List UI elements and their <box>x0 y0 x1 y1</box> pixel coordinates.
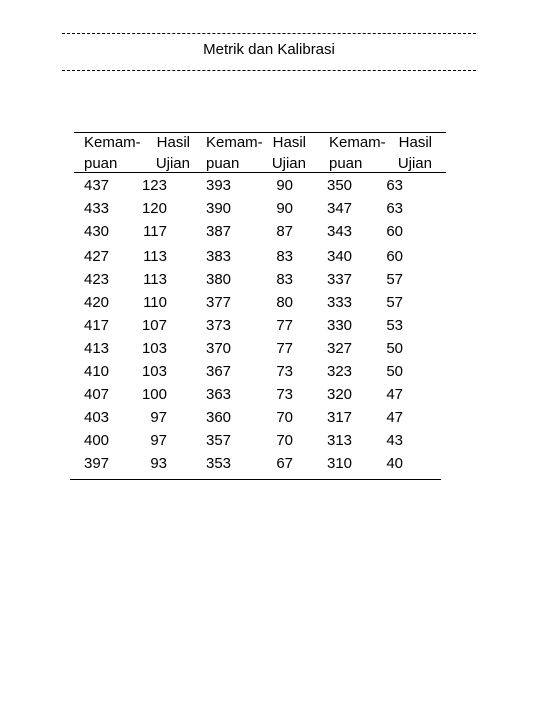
header-col-1-line-2: puan <box>84 155 118 172</box>
cell-kemampuan-2: 373 <box>206 317 232 334</box>
cell-hasil-ujian-3: 57 <box>386 271 403 288</box>
cell-hasil-ujian-3: 60 <box>386 248 403 265</box>
header-col-3-line-1: Kemam- <box>206 134 263 151</box>
header-col-6-line-1: Hasil <box>398 134 432 151</box>
cell-kemampuan-3: 333 <box>327 294 353 311</box>
cell-kemampuan-1: 437 <box>84 177 110 194</box>
cell-kemampuan-2: 390 <box>206 200 232 217</box>
cell-hasil-ujian-3: 63 <box>386 177 403 194</box>
cell-hasil-ujian-2: 77 <box>276 317 293 334</box>
cell-kemampuan-3: 337 <box>327 271 353 288</box>
page-title: Metrik dan Kalibrasi <box>203 41 335 58</box>
cell-hasil-ujian-1: 113 <box>143 271 167 288</box>
cell-kemampuan-3: 320 <box>327 386 353 403</box>
cell-hasil-ujian-2: 70 <box>276 432 293 449</box>
cell-hasil-ujian-3: 63 <box>386 200 403 217</box>
header-col-5-line-1: Kemam- <box>329 134 386 151</box>
cell-kemampuan-1: 413 <box>84 340 110 357</box>
header-col-1-line-1: Kemam- <box>84 134 141 151</box>
cell-kemampuan-2: 393 <box>206 177 232 194</box>
cell-hasil-ujian-3: 40 <box>386 455 403 472</box>
cell-hasil-ujian-1: 117 <box>143 223 167 240</box>
cell-kemampuan-1: 397 <box>84 455 110 472</box>
cell-hasil-ujian-2: 73 <box>276 363 293 380</box>
header-col-4-line-1: Hasil <box>272 134 306 151</box>
header-col-3-line-2: puan <box>206 155 240 172</box>
cell-hasil-ujian-1: 107 <box>141 317 167 334</box>
cell-hasil-ujian-3: 60 <box>386 223 403 240</box>
cell-kemampuan-2: 387 <box>206 223 232 240</box>
header-col-4-line-2: Ujian <box>271 155 306 172</box>
cell-kemampuan-2: 360 <box>206 409 232 426</box>
table-rule-top <box>74 132 446 133</box>
cell-hasil-ujian-1: 103 <box>141 363 167 380</box>
cell-hasil-ujian-3: 43 <box>386 432 403 449</box>
cell-hasil-ujian-2: 90 <box>276 200 293 217</box>
cell-kemampuan-1: 433 <box>84 200 110 217</box>
cell-kemampuan-3: 347 <box>327 200 353 217</box>
cell-kemampuan-3: 310 <box>327 455 353 472</box>
cell-hasil-ujian-2: 77 <box>276 340 293 357</box>
cell-kemampuan-1: 410 <box>84 363 110 380</box>
cell-kemampuan-1: 430 <box>84 223 110 240</box>
cell-kemampuan-3: 343 <box>327 223 353 240</box>
cell-kemampuan-3: 340 <box>327 248 353 265</box>
cell-hasil-ujian-1: 93 <box>150 455 167 472</box>
cell-kemampuan-2: 380 <box>206 271 232 288</box>
header-col-5-line-2: puan <box>329 155 363 172</box>
cell-hasil-ujian-3: 47 <box>386 386 403 403</box>
cell-kemampuan-3: 330 <box>327 317 353 334</box>
cell-kemampuan-1: 427 <box>84 248 110 265</box>
cell-hasil-ujian-1: 113 <box>143 248 167 265</box>
cell-hasil-ujian-3: 50 <box>386 340 403 357</box>
table-rule-bottom <box>70 479 441 480</box>
cell-kemampuan-2: 370 <box>206 340 232 357</box>
cell-kemampuan-3: 327 <box>327 340 353 357</box>
cell-hasil-ujian-2: 90 <box>276 177 293 194</box>
cell-hasil-ujian-2: 67 <box>276 455 293 472</box>
cell-hasil-ujian-2: 83 <box>276 248 293 265</box>
cell-kemampuan-2: 383 <box>206 248 232 265</box>
cell-kemampuan-2: 363 <box>206 386 232 403</box>
cell-hasil-ujian-2: 80 <box>276 294 293 311</box>
cell-hasil-ujian-3: 57 <box>386 294 403 311</box>
cell-hasil-ujian-1: 97 <box>150 432 167 449</box>
cell-hasil-ujian-1: 120 <box>141 200 167 217</box>
cell-hasil-ujian-1: 97 <box>150 409 167 426</box>
cell-hasil-ujian-3: 50 <box>386 363 403 380</box>
cell-hasil-ujian-2: 73 <box>276 386 293 403</box>
cell-kemampuan-3: 317 <box>327 409 353 426</box>
title-rule-top <box>62 33 476 34</box>
header-col-6-line-2: Ujian <box>397 155 432 172</box>
cell-hasil-ujian-2: 70 <box>276 409 293 426</box>
cell-hasil-ujian-1: 110 <box>143 294 167 311</box>
cell-kemampuan-2: 357 <box>206 432 232 449</box>
cell-kemampuan-1: 400 <box>84 432 110 449</box>
cell-hasil-ujian-2: 87 <box>276 223 293 240</box>
cell-kemampuan-3: 323 <box>327 363 353 380</box>
cell-kemampuan-1: 403 <box>84 409 110 426</box>
cell-hasil-ujian-1: 100 <box>141 386 167 403</box>
cell-kemampuan-2: 367 <box>206 363 232 380</box>
cell-kemampuan-3: 350 <box>327 177 353 194</box>
header-col-2-line-2: Ujian <box>155 155 190 172</box>
cell-kemampuan-2: 377 <box>206 294 232 311</box>
cell-kemampuan-1: 407 <box>84 386 110 403</box>
cell-hasil-ujian-3: 53 <box>386 317 403 334</box>
cell-hasil-ujian-1: 103 <box>141 340 167 357</box>
header-col-2-line-1: Hasil <box>156 134 190 151</box>
cell-hasil-ujian-1: 123 <box>141 177 167 194</box>
cell-kemampuan-1: 420 <box>84 294 110 311</box>
cell-kemampuan-2: 353 <box>206 455 232 472</box>
cell-kemampuan-1: 417 <box>84 317 110 334</box>
title-rule-bottom <box>62 70 476 71</box>
cell-kemampuan-1: 423 <box>84 271 110 288</box>
cell-hasil-ujian-2: 83 <box>276 271 293 288</box>
cell-hasil-ujian-3: 47 <box>386 409 403 426</box>
cell-kemampuan-3: 313 <box>327 432 353 449</box>
